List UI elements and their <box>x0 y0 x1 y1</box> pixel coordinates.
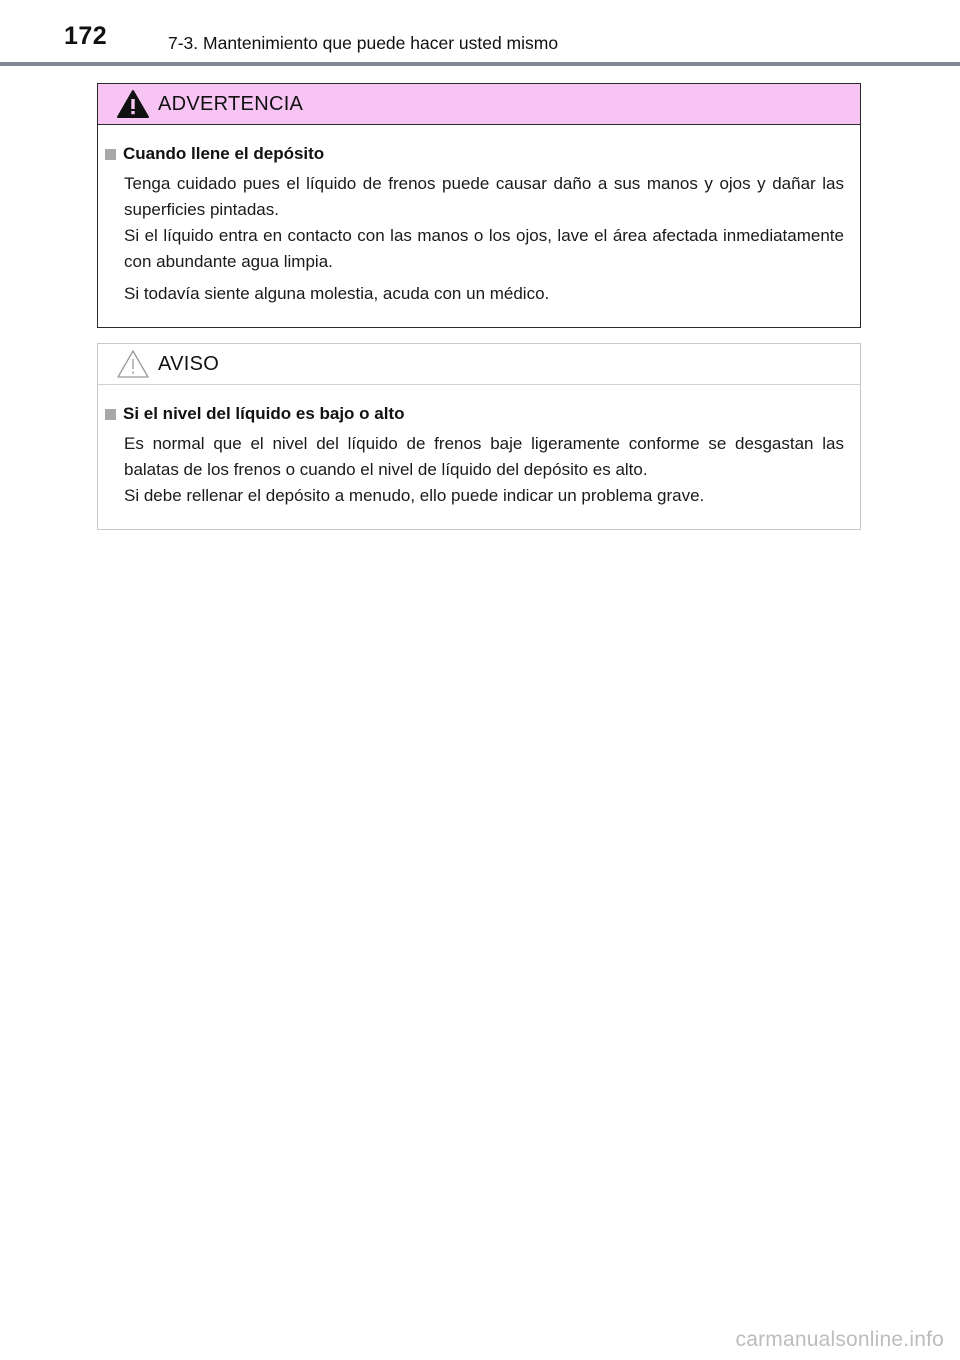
warning-paragraph-1: Tenga cuidado pues el líquido de frenos puede causar daño a sus manos y ojos y dañar las superficies pintadas. <box>124 174 844 219</box>
warning-paragraph-3: Si todavía siente alguna molestia, acuda con un médico. <box>124 284 550 303</box>
warning-box <box>97 83 861 328</box>
warning-paragraph-2: Si el líquido entra en contacto con las manos o los ojos, lave el área afectada inmediatamente con abundante agua limpia. <box>124 226 844 271</box>
notice-heading <box>105 404 844 424</box>
warning-heading <box>105 144 844 164</box>
bullet-square-icon <box>105 409 116 420</box>
header-rule <box>0 62 960 66</box>
notice-body <box>98 385 860 509</box>
notice-paragraph-2: Si debe rellenar el depósito a menudo, ello puede indicar un problema grave. <box>124 486 705 505</box>
notice-label: AVISO <box>158 353 220 375</box>
page-number: 172 <box>64 22 108 50</box>
warning-heading-text: Cuando llene el depósito <box>123 144 325 163</box>
watermark: carmanualsonline.info <box>735 1328 944 1351</box>
warning-triangle-icon <box>116 89 150 119</box>
notice-box <box>97 343 861 530</box>
warning-body <box>98 125 860 307</box>
notice-heading-text: Si el nivel del líquido es bajo o alto <box>123 404 405 423</box>
warning-header <box>98 84 860 125</box>
bullet-square-icon <box>105 149 116 160</box>
section-title: 7-3. Mantenimiento que puede hacer usted mismo <box>168 33 559 53</box>
notice-header <box>98 344 860 385</box>
caution-triangle-icon <box>116 349 150 379</box>
notice-paragraph-1: Es normal que el nivel del líquido de frenos baje ligeramente conforme se desgastan las balatas de los frenos o cuando el nivel de líquido del depósito es alto. <box>124 434 844 479</box>
warning-label: ADVERTENCIA <box>158 93 304 115</box>
page-header <box>0 0 960 66</box>
